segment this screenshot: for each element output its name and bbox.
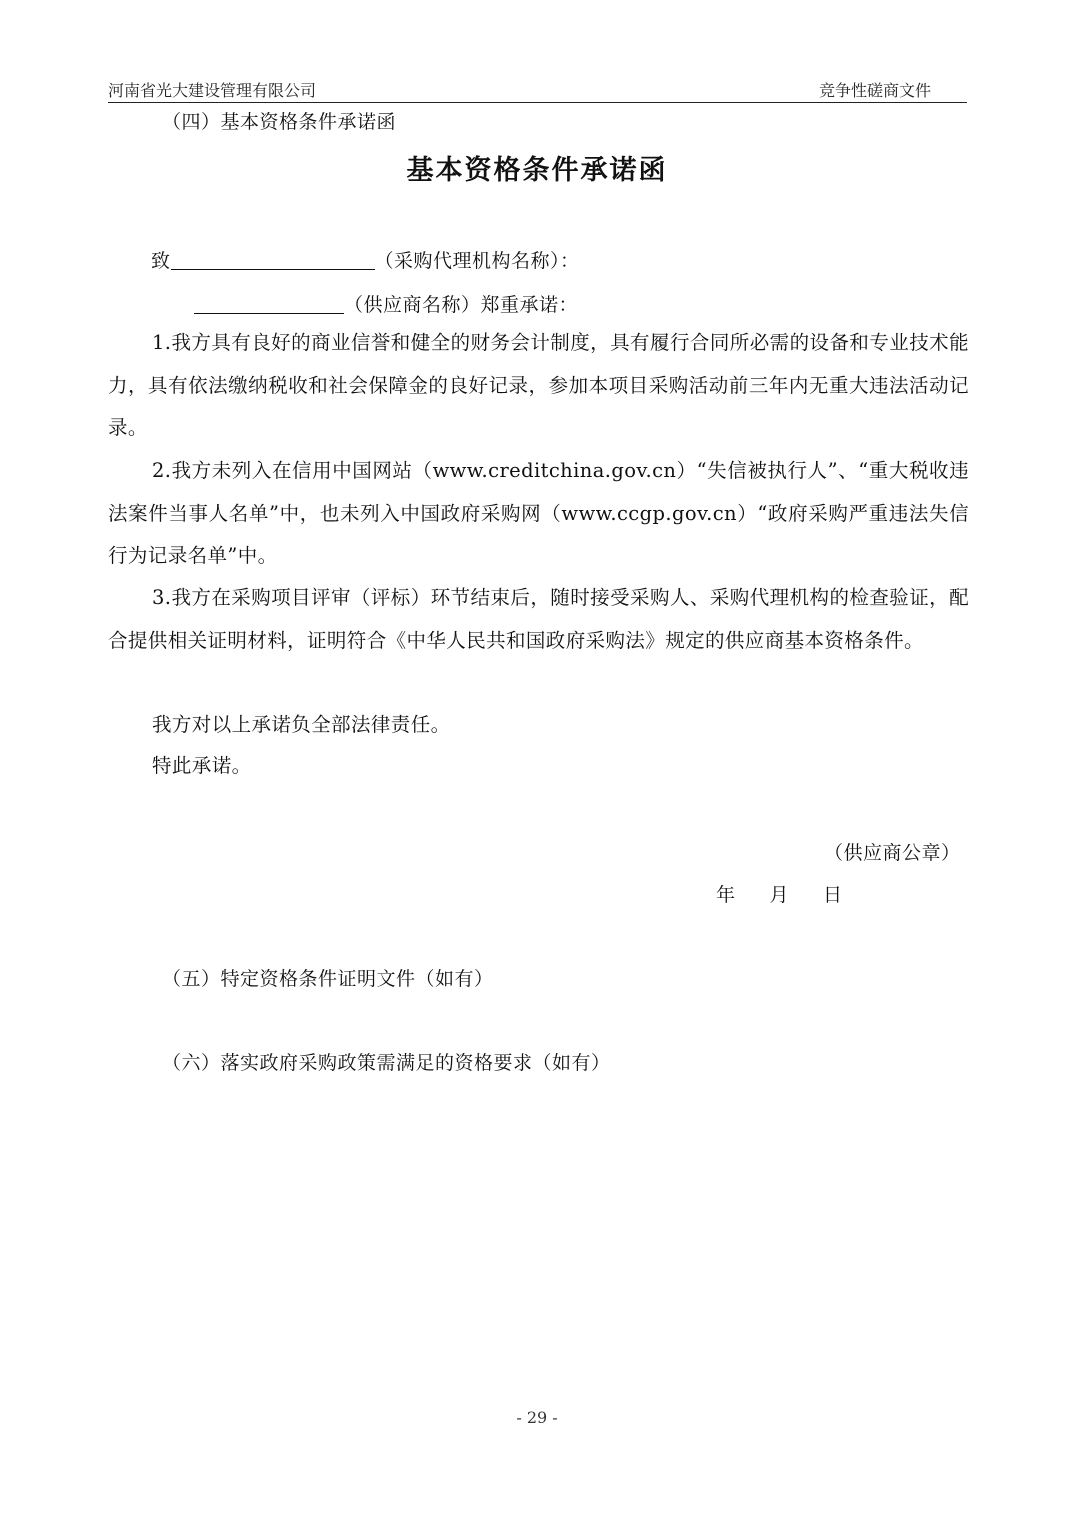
date-line xyxy=(716,880,843,907)
recipient-suffix: （采购代理机构名称）： xyxy=(374,250,580,272)
header-company: 河南省光大建设管理有限公司 xyxy=(108,81,317,100)
section-six-heading: （六）落实政府采购政策需满足的资格要求（如有） xyxy=(162,1052,611,1074)
liability-statement: 我方对以上承诺负全部法律责任。 xyxy=(152,713,451,736)
commitment-paragraph-2: 2.我方未列入在信用中国网站（www.creditchina.gov.cn）“失信被执行人”、“重大税收违法案件当事人名单”中，也未列入中国政府采购网（www.ccgp.gov.cn）“政府采购严重违法失信行为记录名单”中。 xyxy=(108,459,969,567)
section-four-heading: （四）基本资格条件承诺函 xyxy=(162,111,397,133)
date-year: 年 xyxy=(716,884,736,906)
recipient-line xyxy=(151,246,580,273)
supplier-name-blank[interactable] xyxy=(194,293,344,314)
section-five-heading: （五）特定资格条件证明文件（如有） xyxy=(162,968,494,990)
closing-statement: 特此承诺。 xyxy=(152,754,252,777)
date-month: 月 xyxy=(769,884,790,906)
commitment-paragraph-3: 3.我方在采购项目评审（评标）环节结束后，随时接受采购人、采购代理机构的检查验证，配合提供相关证明材料，证明符合《中华人民共和国政府采购法》规定的供应商基本资格条件。 xyxy=(108,586,969,652)
commitment-paragraph-1: 1.我方具有良好的商业信誉和健全的财务会计制度，具有履行合同所必需的设备和专业技术能力，具有依法缴纳税收和社会保障金的良好记录，参加本项目采购活动前三年内无重大违法活动记录。 xyxy=(108,331,969,439)
supplier-line xyxy=(194,290,578,317)
supplier-seal-label: （供应商公章） xyxy=(824,842,961,864)
document-title: 基本资格条件承诺函 xyxy=(406,155,668,186)
recipient-prefix: 致 xyxy=(151,250,171,272)
agency-name-blank[interactable] xyxy=(171,249,375,270)
date-day: 日 xyxy=(823,884,843,906)
page-header xyxy=(108,76,967,103)
supplier-suffix: （供应商名称）郑重承诺： xyxy=(344,294,579,316)
page-number: - 29 - xyxy=(516,1408,558,1427)
header-doc-type: 竞争性磋商文件 xyxy=(818,81,931,100)
